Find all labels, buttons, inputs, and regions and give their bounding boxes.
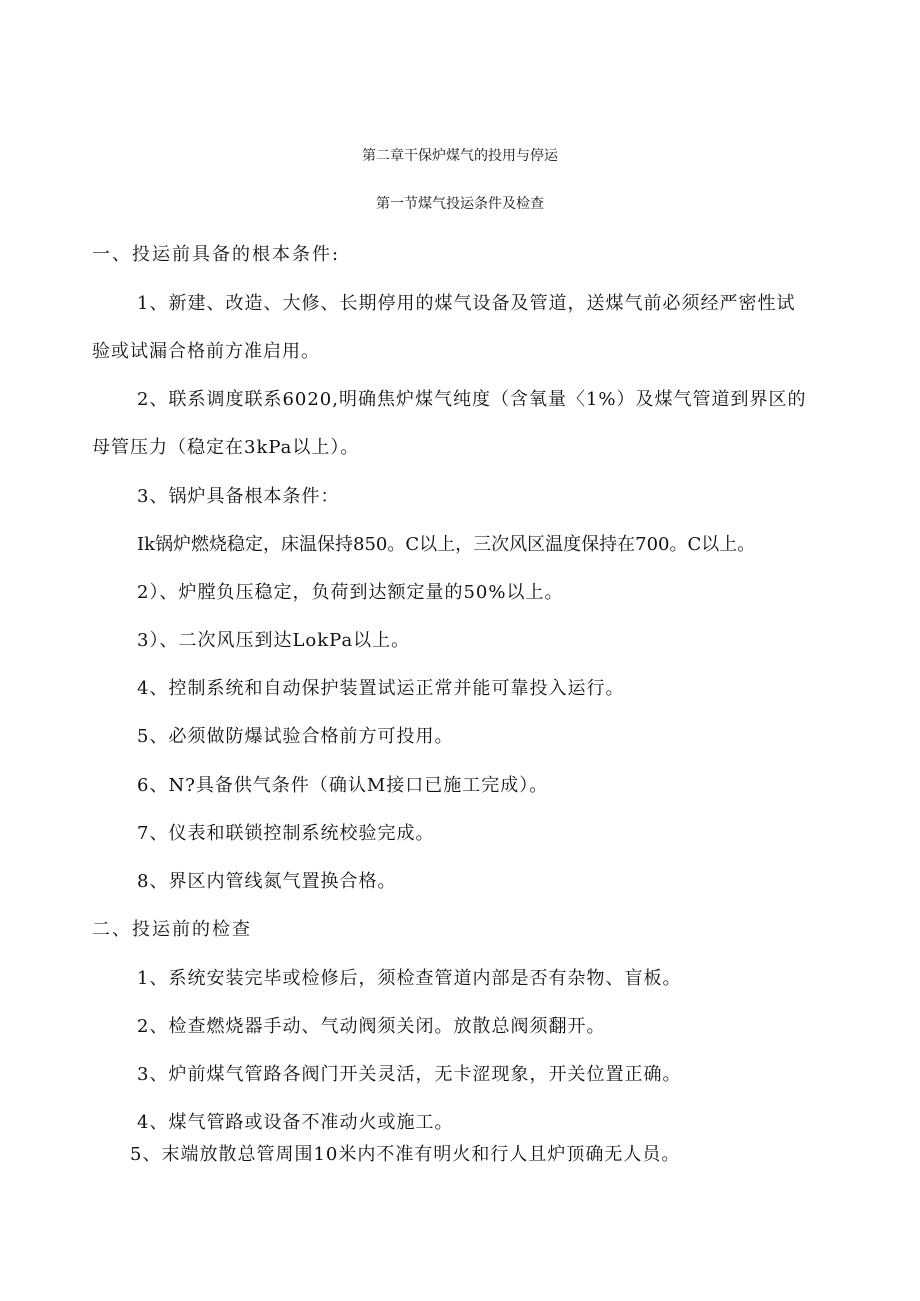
paragraph-line: 2、联系调度联系6020,明确焦炉煤气纯度（含氧量〈1%）及煤气管道到界区的 — [137, 389, 807, 410]
paragraph-line: 4、控制系统和自动保护装置试运正常并能可靠投入运行。 — [137, 678, 625, 699]
paragraph-line: 6、N?具备供气条件（确认M接口已施工完成）。 — [137, 775, 549, 796]
paragraph-line: 5、必须做防爆试验合格前方可投用。 — [137, 726, 454, 747]
paragraph-line: 2）、炉膛负压稳定，负荷到达额定量的50%以上。 — [137, 582, 564, 603]
paragraph-line: 2、检查燃烧器手动、气动阀须关闭。放散总阀须翻开。 — [137, 1016, 606, 1037]
section-title: 第一节煤气投运条件及检查 — [376, 196, 544, 212]
paragraph-line: 验或试漏合格前方准启用。 — [92, 341, 320, 362]
paragraph-line: 3、炉前煤气管路各阀门开关灵活，无卡涩现象，开关位置正确。 — [137, 1064, 682, 1085]
paragraph-line: 5、末端放散总管周围10米内不准有明火和行人且炉顶确无人员。 — [130, 1144, 681, 1165]
section2-heading: 二、投运前的检查 — [92, 919, 252, 940]
paragraph-line: 8、界区内管线氮气置换合格。 — [137, 871, 397, 892]
paragraph-line: 1、系统安装完毕或检修后，须检查管道内部是否有杂物、盲板。 — [137, 968, 682, 989]
paragraph-line: Ik锅炉燃烧稳定，床温保持850。C以上，三次风区温度保持在700。C以上。 — [137, 534, 756, 555]
paragraph-line: 1、新建、改造、大修、长期停用的煤气设备及管道，送煤气前必须经严密性试 — [137, 293, 796, 314]
chapter-title: 第二章干保炉煤气的投用与停运 — [362, 148, 558, 164]
paragraph-line: 3、锅炉具备根本条件： — [137, 486, 340, 507]
section1-heading: 一、投运前具备的根本条件: — [92, 244, 341, 265]
paragraph-line: 母管压力（稳定在3kPa以上）。 — [92, 437, 360, 458]
paragraph-line: 3）、二次风压到达LokPa以上。 — [137, 630, 411, 651]
paragraph-line: 4、煤气管路或设备不准动火或施工。 — [137, 1112, 454, 1133]
paragraph-line: 7、仪表和联锁控制系统校验完成。 — [137, 823, 435, 844]
